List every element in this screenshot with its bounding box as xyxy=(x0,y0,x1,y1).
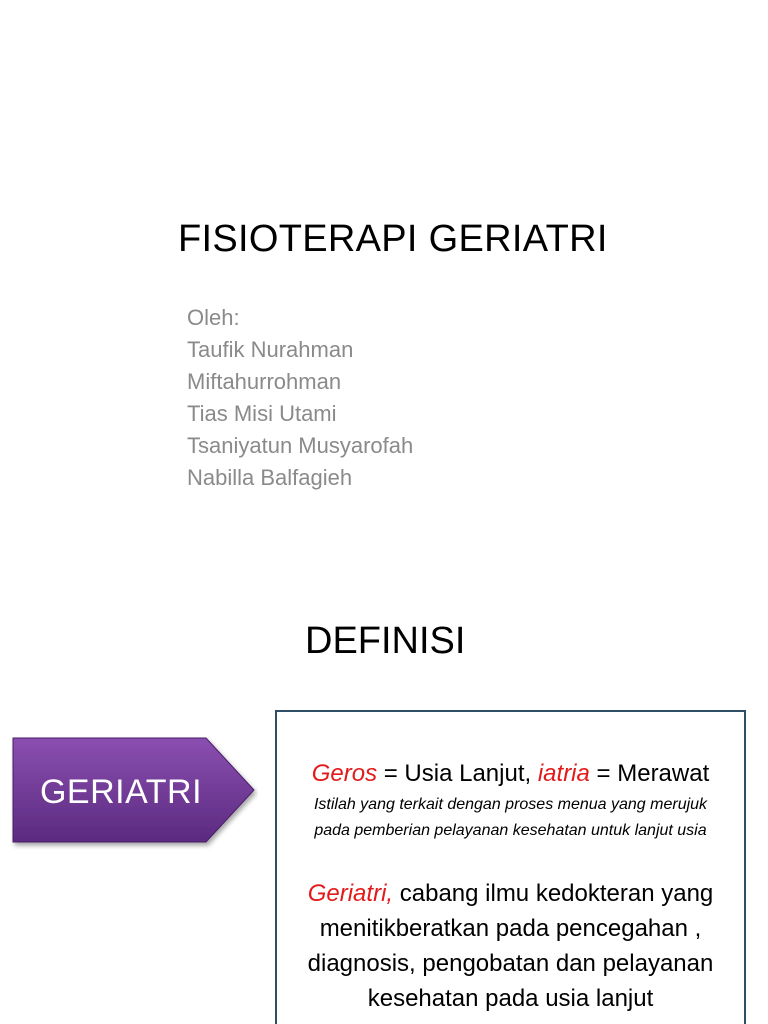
geriatri-definition xyxy=(286,876,736,1016)
author-list xyxy=(187,302,413,494)
author-line: Nabilla Balfagieh xyxy=(187,465,353,490)
presentation-title: FISIOTERAPI GERIATRI xyxy=(178,218,608,260)
author-line: Tias Misi Utami xyxy=(187,401,337,426)
etymology-text-1: = Usia Lanjut, xyxy=(377,760,538,787)
term-geriatri: Geriatri, xyxy=(307,880,394,907)
term-geros: Geros xyxy=(311,760,378,787)
definition-body: cabang ilmu kedokteran yang menitikberatkan pada pencegahan , diagnosis, pengobatan dan pelayanan kesehatan pada usia lanjut xyxy=(307,880,714,1012)
author-line: Oleh: xyxy=(187,305,240,330)
definition-heading: DEFINISI xyxy=(305,620,466,662)
definition-box xyxy=(275,710,746,1024)
definition-slide xyxy=(0,576,768,1024)
author-line: Tsaniyatun Musyarofah xyxy=(187,433,414,458)
author-line: Taufik Nurahman xyxy=(187,337,354,362)
geriatri-label: GERIATRI xyxy=(39,772,203,811)
etymology-text-2: = Merawat xyxy=(589,760,710,787)
author-line: Miftahurrohman xyxy=(187,369,342,394)
term-iatria: iatria xyxy=(537,760,590,787)
term-description: Istilah yang terkait dengan proses menua yang merujuk pada pemberian pelayanan kesehatan untuk lanjut usia xyxy=(313,796,708,839)
etymology-line xyxy=(277,760,744,788)
